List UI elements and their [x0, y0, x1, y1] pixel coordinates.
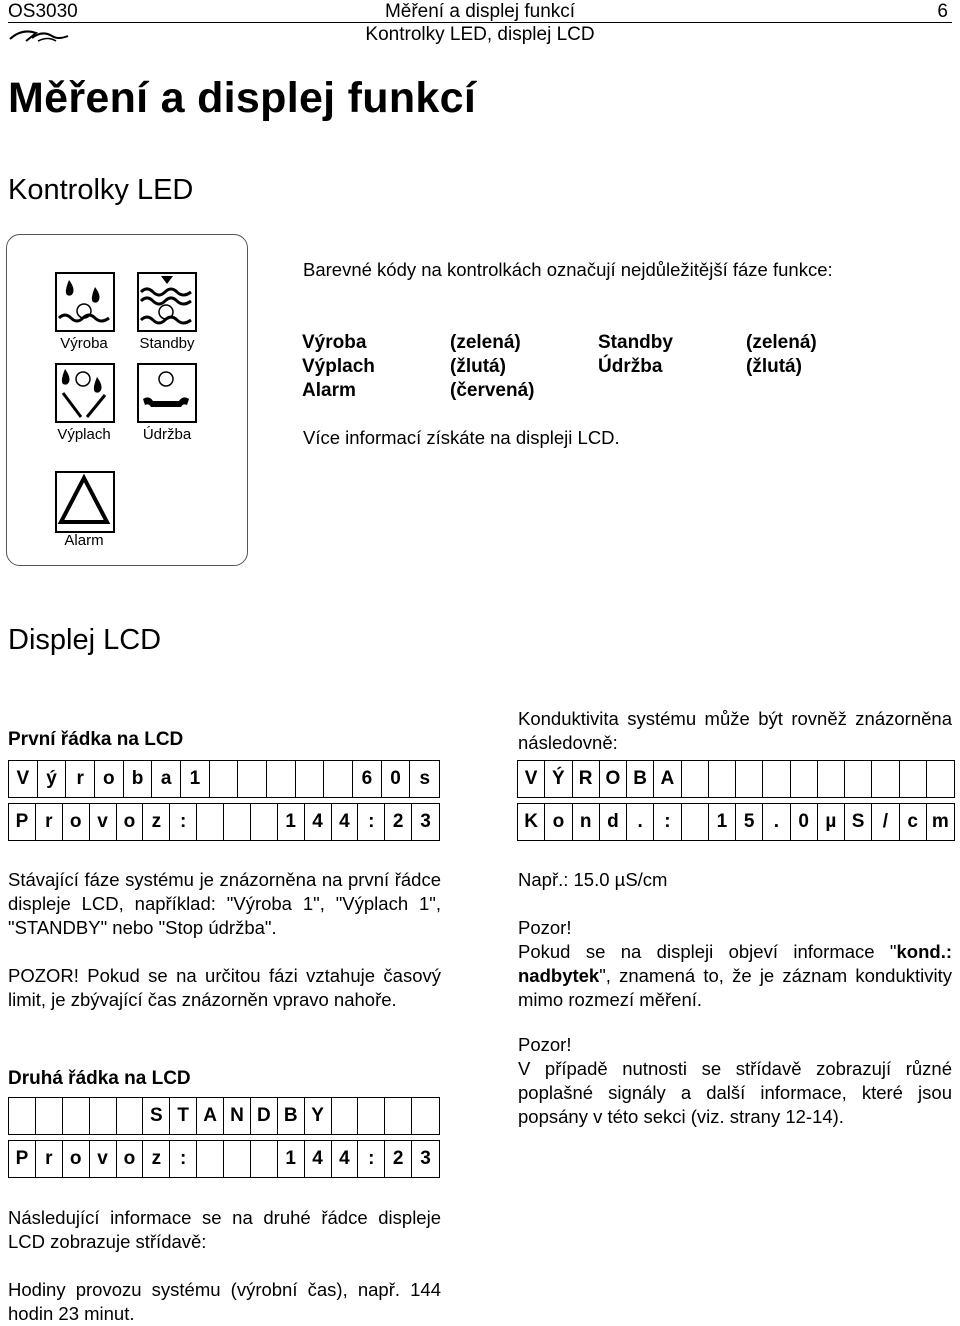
lcd-cell: o — [95, 761, 124, 797]
legend-name: Výroba — [302, 332, 367, 353]
lcd-cell: . — [763, 804, 790, 840]
legend-color: (červená) — [450, 380, 535, 401]
lcd-cell: 2 — [385, 1141, 412, 1177]
lcd-cell: R — [573, 761, 600, 797]
lcd-cell — [267, 761, 296, 797]
lcd-cell — [791, 761, 818, 797]
note-1-text-a: Pokud se na displeji objeví informace " — [518, 941, 897, 962]
lcd-cell: O — [600, 761, 627, 797]
standby-led-icon — [137, 272, 197, 332]
lcd-cell: 0 — [382, 761, 411, 797]
lcd-cell: z — [143, 804, 170, 840]
lcd-cell: P — [9, 1141, 36, 1177]
lcd-cell: / — [872, 804, 899, 840]
legend-color: (zelená) — [746, 332, 817, 353]
alternating-info: Následující informace se na druhé řádce displeje LCD zobrazuje střídavě: — [8, 1207, 441, 1252]
lcd-cell — [900, 761, 927, 797]
lcd-cell: V — [518, 761, 545, 797]
lcd-cell: 4 — [332, 1141, 359, 1177]
lcd-cell — [210, 761, 239, 797]
lcd-cell: s — [419, 768, 431, 789]
conductivity-example: Např.: 15.0 µS/cm — [518, 869, 668, 890]
lcd-cell: b — [124, 761, 153, 797]
lcd-cell — [736, 761, 763, 797]
lcd-cell: a — [152, 761, 181, 797]
lcd-cell — [296, 761, 325, 797]
legend-name: Výplach — [302, 356, 375, 377]
lcd-cell: r — [36, 1141, 63, 1177]
lcd-cell: 4 — [305, 1141, 332, 1177]
lcd-cell — [324, 761, 353, 797]
lcd-cell: A — [197, 1098, 224, 1134]
lcd-cell: V — [9, 761, 38, 797]
conductivity-intro: Konduktivita systému může být rovněž znázorněna následovně: — [518, 708, 952, 753]
lcd-cell: r — [66, 761, 95, 797]
lcd-cell: Y — [305, 1098, 332, 1134]
vyroba-led-icon — [55, 272, 115, 332]
lcd-cell: o — [545, 804, 572, 840]
legend-color: (žlutá) — [746, 356, 802, 377]
lcd-cell: 0 — [791, 804, 818, 840]
company-logo-icon — [8, 24, 70, 44]
first-warning-text: POZOR! Pokud se na určitou fázi vztahuje časový limit, je zbývající čas znázorněn vpravo nahoře. — [8, 965, 441, 1010]
operating-hours: Hodiny provozu systému (výrobní čas), např. 144 hodin 23 minut. — [8, 1279, 441, 1324]
legend-color: (žlutá) — [450, 356, 506, 377]
lcd-cell: N — [224, 1098, 251, 1134]
lcd-cell — [358, 1098, 385, 1134]
note-1-bold: kond.: nadbytek — [518, 941, 952, 986]
lcd-cell — [412, 1098, 439, 1134]
lcd-cell: : — [358, 1141, 385, 1177]
lcd-cell: : — [358, 804, 385, 840]
lcd-cell: 3 — [420, 1148, 431, 1169]
note-1-text-b: ", znamená to, že je záznam konduktivity mimo rozmezí měření. — [518, 965, 952, 1010]
legend-name: Údržba — [598, 356, 663, 377]
lcd-cell: . — [627, 804, 654, 840]
lcd-cell — [9, 1098, 36, 1134]
lcd-cell: v — [90, 804, 117, 840]
lcd-cell: o — [63, 804, 90, 840]
lcd-cell — [90, 1098, 117, 1134]
first-desc-text: Stávající fáze systému je znázorněna na první řádce displeje LCD, například: "Výroba 1", "Výplach 1", "STANDBY" nebo "Stop údržba". — [8, 869, 441, 938]
lcd-cell: 5 — [736, 804, 763, 840]
lcd-cell: d — [600, 804, 627, 840]
lcd-cell: 6 — [353, 761, 382, 797]
lcd-cell — [251, 1141, 278, 1177]
lcd-cell — [682, 761, 709, 797]
led-panel — [6, 234, 248, 566]
udrzba-led-icon — [137, 363, 197, 423]
page-number: 6 — [937, 1, 948, 22]
conductivity-lcd-row2 — [517, 803, 955, 841]
second-row-heading: Druhá řádka na LCD — [8, 1068, 191, 1089]
lcd-cell: 1 — [278, 1141, 305, 1177]
lcd-cell — [117, 1098, 144, 1134]
first-lcd-row2 — [8, 803, 440, 841]
vyplach-label: Výplach — [57, 426, 111, 443]
lcd-cell: c — [900, 804, 927, 840]
lcd-cell — [224, 804, 251, 840]
lcd-cell: 1 — [709, 804, 736, 840]
first-description — [8, 868, 441, 1012]
lcd-cell: 3 — [420, 811, 431, 832]
vyroba-label: Výroba — [60, 335, 108, 352]
note-2-title: Pozor! — [518, 1034, 572, 1055]
second-lcd-row1 — [8, 1097, 440, 1135]
lcd-cell: 2 — [385, 804, 412, 840]
lcd-cell — [197, 1141, 224, 1177]
lcd-cell — [845, 761, 872, 797]
lcd-cell — [238, 761, 267, 797]
lcd-cell: µ — [818, 804, 845, 840]
lcd-cell — [197, 804, 224, 840]
main-title: Měření a displej funkcí — [8, 74, 477, 122]
lcd-cell: v — [90, 1141, 117, 1177]
doc-code: OS3030 — [8, 1, 78, 22]
header-subtitle: Kontrolky LED, displej LCD — [365, 24, 595, 45]
lcd-cell: : — [654, 804, 681, 840]
header-rule — [8, 22, 952, 23]
lcd-cell: S — [845, 804, 872, 840]
lcd-cell: 1 — [278, 804, 305, 840]
lcd-cell — [36, 1098, 63, 1134]
alarm-label: Alarm — [64, 532, 104, 549]
lcd-cell: m — [931, 811, 949, 832]
lcd-cell — [385, 1098, 412, 1134]
lcd-cell: 4 — [305, 804, 332, 840]
lcd-cell — [927, 761, 954, 797]
lcd-cell — [872, 761, 899, 797]
led-intro: Barevné kódy na kontrolkách označují nejdůležitější fáze funkce: — [303, 259, 833, 280]
lcd-cell: T — [170, 1098, 197, 1134]
note-2-text: V případě nutnosti se střídavě zobrazují různé poplašné signály a další informace, které jsou popsány v této sekci (viz. strany 12-14). — [518, 1058, 952, 1127]
lcd-cell: D — [251, 1098, 278, 1134]
first-row-heading: První řádka na LCD — [8, 729, 184, 750]
lcd-cell: P — [9, 804, 36, 840]
conductivity-lcd-row1 — [517, 760, 955, 798]
second-lcd-row2 — [8, 1140, 440, 1178]
lcd-cell: 1 — [181, 761, 210, 797]
lcd-section-heading: Displej LCD — [8, 624, 162, 656]
lcd-cell — [251, 804, 278, 840]
lcd-cell — [332, 1098, 359, 1134]
lcd-cell — [224, 1141, 251, 1177]
note-1-text — [518, 940, 952, 1012]
note-1 — [518, 916, 952, 1012]
lcd-cell: Ý — [545, 761, 572, 797]
lcd-cell: A — [654, 761, 681, 797]
lcd-cell: : — [170, 1141, 197, 1177]
standby-label: Standby — [139, 335, 195, 352]
lcd-cell — [682, 804, 709, 840]
lcd-cell: n — [573, 804, 600, 840]
legend-name: Standby — [598, 332, 673, 353]
lcd-cell: o — [117, 804, 144, 840]
alarm-led-icon — [55, 471, 115, 533]
lcd-cell — [818, 761, 845, 797]
lcd-cell: K — [518, 804, 545, 840]
header-title: Měření a displej funkcí — [384, 1, 576, 22]
lcd-cell — [709, 761, 736, 797]
page-header — [0, 0, 960, 50]
first-lcd-row1 — [8, 760, 440, 798]
legend-name: Alarm — [302, 380, 356, 401]
lcd-cell: r — [36, 804, 63, 840]
led-legend — [302, 331, 902, 403]
led-section-heading: Kontrolky LED — [8, 174, 194, 206]
lcd-cell: S — [143, 1098, 170, 1134]
lcd-cell: 4 — [332, 804, 359, 840]
led-more-info: Více informací získáte na displeji LCD. — [303, 427, 620, 448]
legend-color: (zelená) — [450, 332, 521, 353]
lcd-cell: ý — [38, 761, 67, 797]
lcd-cell: o — [117, 1141, 144, 1177]
lcd-cell: o — [63, 1141, 90, 1177]
note-2 — [518, 1033, 952, 1129]
lcd-cell: B — [627, 761, 654, 797]
lcd-cell — [763, 761, 790, 797]
vyplach-led-icon — [55, 363, 115, 423]
note-1-title: Pozor! — [518, 917, 572, 938]
lcd-cell: : — [170, 804, 197, 840]
lcd-cell: z — [143, 1141, 170, 1177]
lcd-cell: B — [278, 1098, 305, 1134]
udrzba-label: Údržba — [142, 426, 192, 443]
lcd-cell — [63, 1098, 90, 1134]
